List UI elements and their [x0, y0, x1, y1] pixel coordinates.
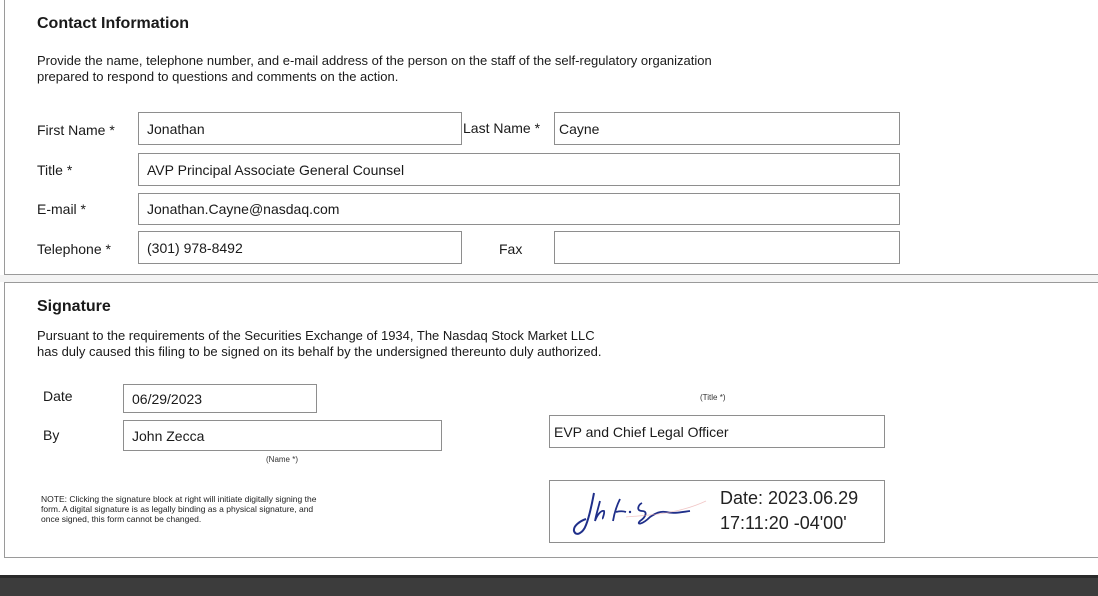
contact-instructions: Provide the name, telephone number, and e-mail address of the person on the staff of the self-regulatory organization prepared to respond to questions and comments on the action.	[37, 53, 712, 84]
signature-section	[4, 282, 1098, 558]
digital-signature-date: Date: 2023.06.29 17:11:20 -04'00'	[720, 488, 859, 533]
by-name-field[interactable]: John Zecca	[123, 420, 442, 451]
footer-bar	[0, 575, 1098, 596]
telephone-field[interactable]: (301) 978-8492	[138, 231, 462, 264]
telephone-label: Telephone *	[37, 241, 111, 257]
title-caption: (Title *)	[700, 393, 726, 402]
contact-section-title: Contact Information	[37, 15, 189, 32]
first-name-label: First Name *	[37, 122, 115, 138]
signature-section-title: Signature	[37, 298, 111, 315]
email-label: E-mail *	[37, 201, 87, 217]
signer-title-field[interactable]: EVP and Chief Legal Officer	[549, 415, 885, 448]
contact-information-section	[4, 0, 1098, 275]
fax-label: Fax	[499, 241, 523, 257]
title-field[interactable]: AVP Principal Associate General Counsel	[138, 153, 900, 186]
email-field[interactable]: Jonathan.Cayne@nasdaq.com	[138, 193, 900, 225]
signature-statement: Pursuant to the requirements of the Securities Exchange of 1934, The Nasdaq Stock Market LLC has duly caused this filing to be signed on its behalf by the undersigned thereunto duly authorized.	[37, 328, 602, 359]
date-field[interactable]: 06/29/2023	[123, 384, 317, 413]
by-label: By	[43, 427, 60, 443]
date-label: Date	[43, 388, 73, 404]
title-label: Title *	[37, 162, 73, 178]
name-caption: (Name *)	[266, 455, 299, 464]
handwritten-signature-icon	[556, 481, 716, 542]
last-name-label: Last Name *	[463, 120, 541, 136]
first-name-field[interactable]: Jonathan	[138, 112, 462, 145]
section-gap	[0, 275, 1098, 282]
last-name-field[interactable]: Cayne	[554, 112, 900, 145]
fax-field[interactable]	[554, 231, 900, 264]
digital-signature-block[interactable]	[549, 480, 885, 543]
signature-note: NOTE: Clicking the signature block at right will initiate digitally signing the form. A digital signature is as legally binding as a physical signature, and once signed, this form cannot be changed.	[41, 494, 317, 524]
